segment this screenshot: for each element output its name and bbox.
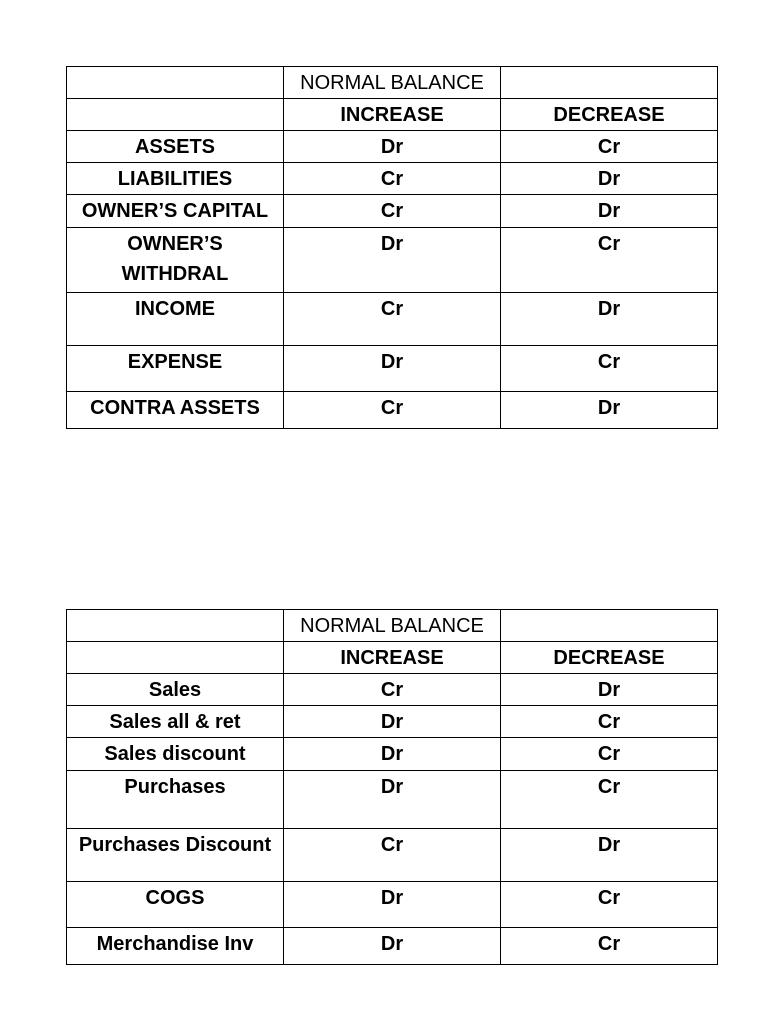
table-row [67,738,718,771]
header-blank-cell [67,642,284,674]
increase-side: Cr [284,163,501,195]
account-name: Sales all & ret [67,706,284,738]
decrease-side: Dr [501,293,718,346]
decrease-header: DECREASE [501,642,718,674]
account-name: ASSETS [67,131,284,163]
decrease-header: DECREASE [501,99,718,131]
increase-side: Dr [284,738,501,771]
table-row [67,928,718,965]
account-name: Purchases Discount [67,829,284,882]
increase-header: INCREASE [284,642,501,674]
normal-balance-table-1 [66,66,718,429]
account-name: Merchandise Inv [67,928,284,965]
table-header-row [67,67,718,99]
decrease-side: Cr [501,346,718,392]
table-row [67,163,718,195]
account-name: OWNER’S WITHDRAL [67,228,284,293]
table-row [67,392,718,429]
account-name: INCOME [67,293,284,346]
increase-side: Dr [284,928,501,965]
account-name: EXPENSE [67,346,284,392]
increase-side: Cr [284,392,501,429]
decrease-side: Cr [501,771,718,829]
account-name: OWNER’S CAPITAL [67,195,284,228]
decrease-side: Dr [501,163,718,195]
increase-side: Dr [284,228,501,293]
header-blank-cell [501,610,718,642]
increase-side: Cr [284,674,501,706]
decrease-side: Dr [501,829,718,882]
table-row [67,829,718,882]
table-row [67,131,718,163]
table-row [67,674,718,706]
table-row [67,228,718,293]
header-blank-cell [67,67,284,99]
decrease-side: Dr [501,392,718,429]
table-row [67,195,718,228]
decrease-side: Cr [501,928,718,965]
normal-balance-header: NORMAL BALANCE [284,67,501,99]
header-blank-cell [67,610,284,642]
decrease-side: Dr [501,674,718,706]
account-name: CONTRA ASSETS [67,392,284,429]
table-subheader-row [67,99,718,131]
account-name: Sales discount [67,738,284,771]
increase-side: Dr [284,131,501,163]
account-name: Sales [67,674,284,706]
table-row [67,771,718,829]
account-name: COGS [67,882,284,928]
account-name: LIABILITIES [67,163,284,195]
normal-balance-table-2 [66,609,718,965]
increase-side: Dr [284,882,501,928]
normal-balance-header: NORMAL BALANCE [284,610,501,642]
table-subheader-row [67,642,718,674]
increase-side: Cr [284,195,501,228]
decrease-side: Cr [501,738,718,771]
account-name: Purchases [67,771,284,829]
table-row [67,706,718,738]
decrease-side: Cr [501,882,718,928]
increase-side: Dr [284,771,501,829]
header-blank-cell [67,99,284,131]
table-row [67,346,718,392]
increase-side: Dr [284,706,501,738]
header-blank-cell [501,67,718,99]
increase-side: Cr [284,829,501,882]
table-row [67,293,718,346]
increase-side: Dr [284,346,501,392]
decrease-side: Cr [501,228,718,293]
increase-header: INCREASE [284,99,501,131]
table-header-row [67,610,718,642]
table-row [67,882,718,928]
decrease-side: Cr [501,131,718,163]
decrease-side: Cr [501,706,718,738]
increase-side: Cr [284,293,501,346]
decrease-side: Dr [501,195,718,228]
